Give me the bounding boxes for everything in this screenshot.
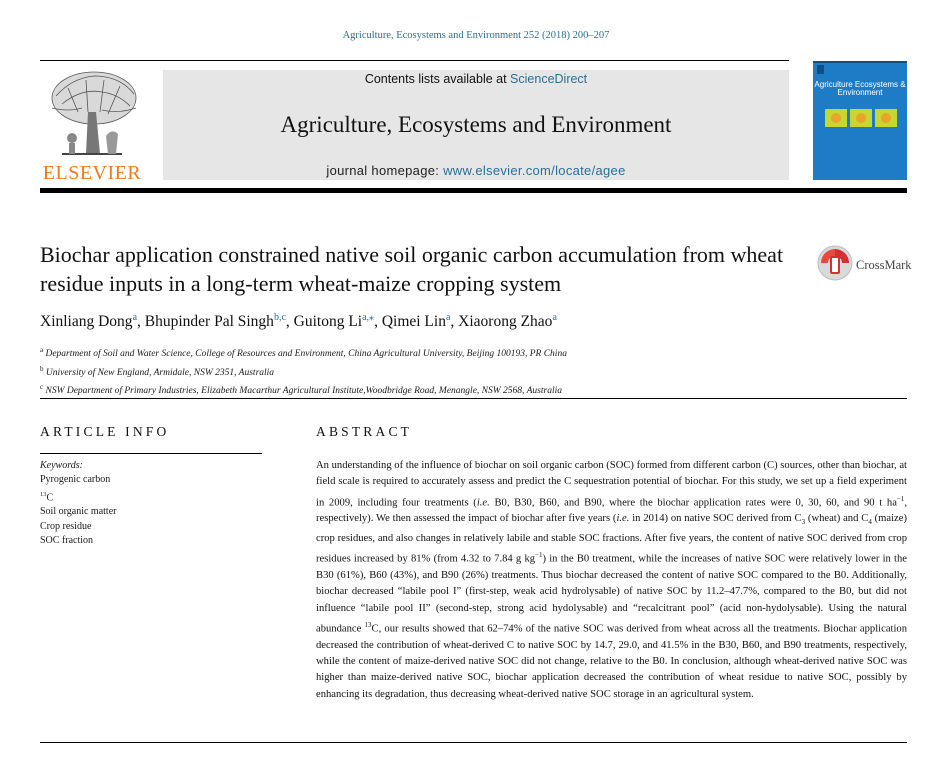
journal-cover[interactable] — [813, 61, 907, 180]
article-info-divider — [40, 453, 262, 454]
crossmark-icon — [816, 244, 854, 282]
affiliation: $^a$ Department of Soil and Water Science, College of Resources and Environment, China Agricultural University, Beijing 100193, PR China — [40, 346, 567, 360]
section-divider — [40, 398, 907, 399]
keyword: SOC fraction — [40, 534, 94, 546]
homepage-label: journal homepage: — [326, 163, 444, 178]
author[interactable]: Guitong $Li^{a,⁎}$, — [293, 312, 382, 331]
keyword: Pyrogenic carbon — [40, 474, 111, 486]
keywords-label: Keywords: — [40, 460, 83, 471]
elsevier-wordmark: ELSEVIER — [42, 162, 142, 184]
keyword: Soil organic matter — [40, 506, 117, 518]
author[interactable]: Xinliang Dong$^a$, — [40, 312, 145, 331]
contents-available — [163, 72, 789, 86]
author-list — [40, 312, 900, 331]
author[interactable]: Bhupinder Pal Singh$^{b,c}$, — [144, 312, 294, 331]
cover-title: Agriculture Ecosystems & Environment — [814, 80, 906, 97]
affiliation-list — [40, 343, 900, 399]
keyword: $^{13}$C — [40, 490, 54, 503]
crossmark-label: CrossMark — [856, 258, 912, 272]
crossmark-badge[interactable] — [816, 244, 916, 282]
contents-available-text: Contents lists available at — [364, 72, 511, 86]
affiliation: $^c$ NSW Department of Primary Industries, Elizabeth Macarthur Agricultural Institute,Woodbridge Road, Menangle, NSW 2568, Australia — [40, 383, 562, 397]
elsevier-logo[interactable] — [40, 68, 144, 182]
author[interactable]: Xiaorong Zhao$^a$ — [458, 312, 557, 331]
journal-banner — [163, 70, 789, 180]
header-thick-divider — [40, 188, 907, 193]
header-divider — [40, 60, 789, 61]
keyword: Crop residue — [40, 520, 92, 532]
author[interactable]: Qimei Lin$^a$, — [381, 312, 459, 331]
cover-art-icon — [825, 109, 897, 127]
article-title: Biochar application constrained native soil organic carbon accumulation from wheat residue inputs in a long-term wheat-maize cropping system — [40, 242, 784, 296]
journal-homepage — [163, 163, 789, 178]
footer-divider — [40, 742, 907, 743]
abstract-heading: ABSTRACT — [316, 424, 413, 439]
keywords-block — [40, 459, 260, 548]
sciencedirect-link[interactable]: ScienceDirect — [510, 72, 588, 86]
journal-citation[interactable]: Agriculture, Ecosystems and Environment 252 (2018) 200–207 — [342, 30, 610, 41]
article-info-heading: ARTICLE INFO — [40, 424, 170, 439]
elsevier-tree-icon — [42, 68, 140, 160]
affiliation: $^b$ University of New England, Armidale, NSW 2351, Australia — [40, 364, 275, 378]
homepage-link[interactable]: www.elsevier.com/locate/agee — [443, 163, 626, 178]
abstract-text: An understanding of the influence of biochar on soil organic carbon (SOC) formed from different carbon (C) sources, other than biochar, at field scale is required to accurately assess and predict the C sequestration potential of biochar. For this study, we set up a field experiment in 2009, including four treatments (i.e. B0, B30, B60, and B90, where the biochar application rates were 0, 30, 60, and 90 t $ha^{-1}$, respectively). We then assessed the impact of biochar after five years (i.e. in 2014) on native SOC derived from $C_3$ (wheat) and $C_4$ (maize) crop residues, and also changes in relatively labile and stable SOC fractions. After five years, the content of native SOC derived from crop residues increased by 81% (from 4.32 to 7.84 g $kg^{-1}$) in the B0 treatment, while the increases of native SOC were relatively lower in the B30 (61%), B60 (43%), and B90 (26%) treatments. Thus biochar decreased the content of native SOC compared to the B0. Additionally, biochar decreased “labile pool I” (first-step, weak acid hydrolysable) of native SOC by 11.2–47.7%, compared to the B0, but did not influence “labile pool II” (second-step, strong acid hydolysable) and “recalcitrant pool” (acid non-hydolysable). Using the natural abundance $^{13}$C, our results showed that 62–74% of the native SOC was derived from wheat across all the treatments. Biochar application decreased the contribution of wheat-derived C to native SOC by 14.7, 29.0, and 41.5% in the B30, B60, and B90 treatments, respectively, while the content of maize-derived native SOC did not change, relative to the B0. In conclusion, although wheat-derived native SOC was higher than maize-derived native SOC, biochar application decreased the contribution of wheat residue to native SOC, possibly by enhancing its degradation, thus decreasing wheat-derived native SOC storage in an agricultural system. — [316, 460, 908, 700]
journal-title: Agriculture, Ecosystems and Environment — [280, 112, 672, 137]
